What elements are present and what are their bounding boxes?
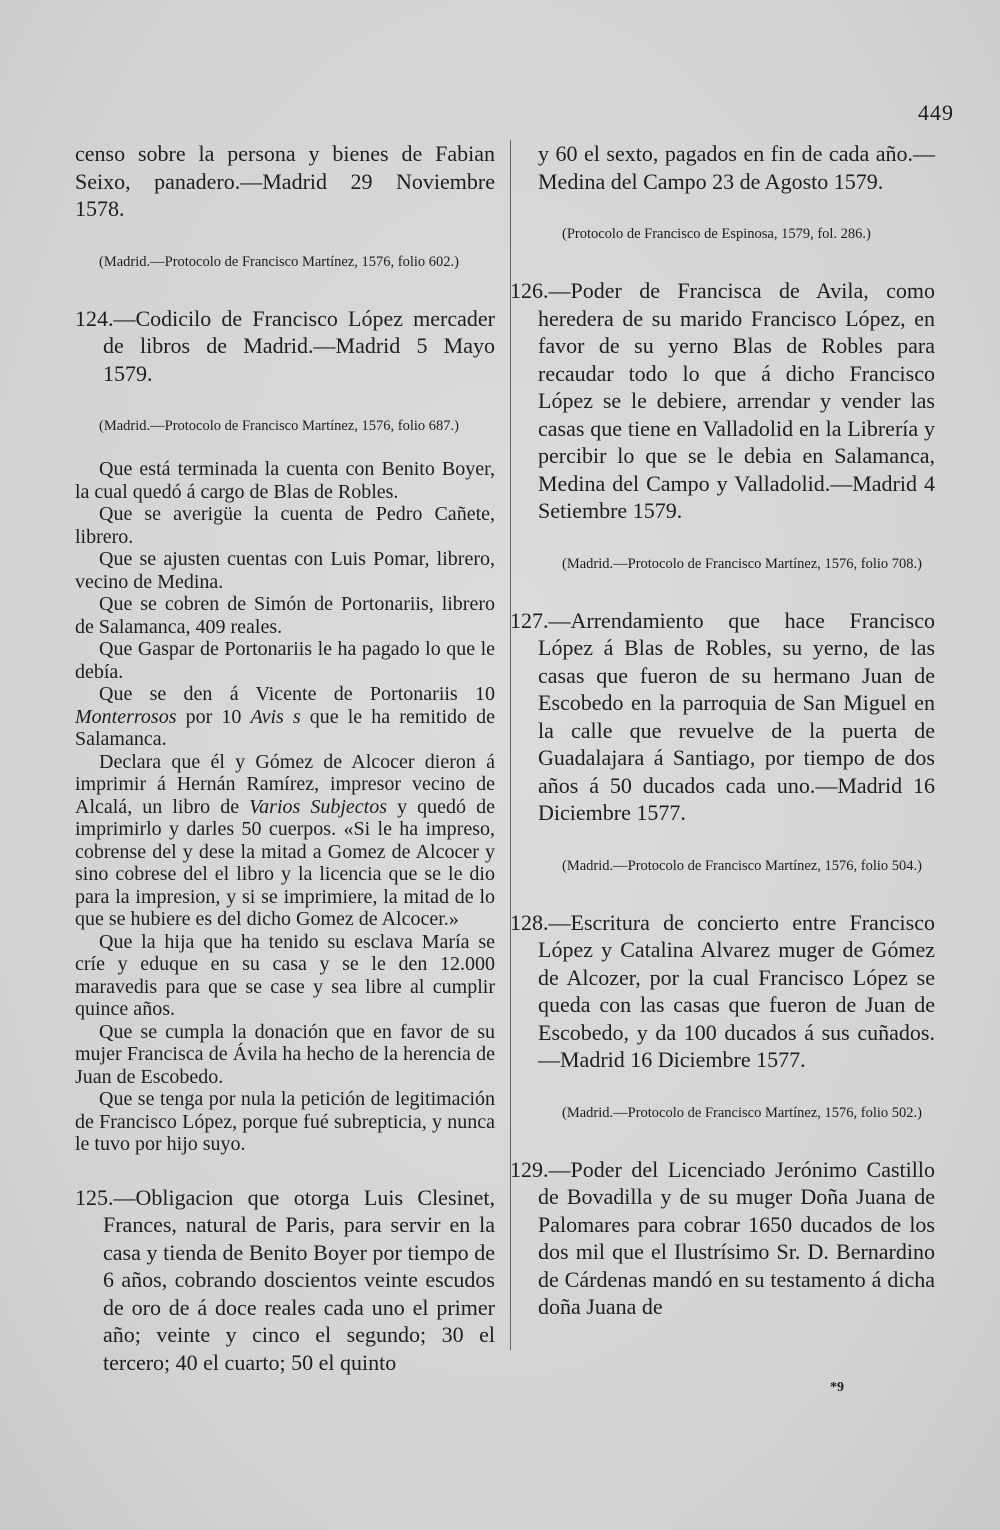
- entry-124-citation: (Madrid.—Protocolo de Francisco Martínez, 1576, folio 687.): [99, 418, 460, 434]
- continuation-text: censo sobre la persona y bienes de Fabian Seixo, panadero.—Madrid 29 Noviembre 1578.: [75, 141, 495, 221]
- continuation-citation: (Protocolo de Francisco de Espinosa, 1579, fol. 286.): [562, 226, 871, 242]
- clause-text: Declara que él y Gómez de Alcocer dieron á imprimir á Hernán Ramírez, impresor vecino de Alcalá, un libro de: [75, 750, 495, 818]
- clause-item: Que se ajusten cuentas con Luis Pomar, librero, vecino de Medina.: [75, 548, 495, 593]
- entry-124-clauses: [75, 458, 495, 1156]
- page-number: 449: [918, 100, 954, 125]
- continuation-citation: (Madrid.—Protocolo de Francisco Martínez, 1576, folio 602.): [99, 253, 460, 270]
- clause-text: por 10: [176, 705, 251, 728]
- right-column: [510, 140, 935, 1321]
- entry-126-citation: (Madrid.—Protocolo de Francisco Martínez, 1576, folio 708.): [562, 555, 923, 572]
- book-title-italic: Avis s: [250, 705, 301, 728]
- entry-125-heading: 125.—Obligacion que otorga Luis Clesinet, Frances, natural de Paris, para servir en la casa y tienda de Benito Boyer por tiempo de 6 años, cobrando doscientos veinte escudos de oro de á doce reales cada uno el primer año; veinte y cinco el segundo; 30 el tercero; 40 el cuarto; 50 el quinto: [75, 1184, 495, 1375]
- entry-127-heading: 127.—Arrendamiento que hace Francisco López á Blas de Robles, su yerno, de las casas que fueron de su hermano Juan de Escobedo en la parroquia de San Miguel en la calle que revuelve de la puerta de Guadalajara á Santiago, por tiempo de dos años á 50 ducados cada uno.—Madrid 16 Diciembre 1577.: [510, 607, 935, 825]
- entry-128-citation: (Madrid.—Protocolo de Francisco Martínez, 1576, folio 502.): [562, 1104, 923, 1121]
- clause-item-declara: [75, 751, 495, 931]
- clause-item: Que se cobren de Simón de Portonariis, librero de Salamanca, 409 reales.: [75, 593, 495, 638]
- clause-item: Que se averigüe la cuenta de Pedro Cañete, librero.: [75, 503, 495, 548]
- entry-127-citation: (Madrid.—Protocolo de Francisco Martínez, 1576, folio 504.): [562, 857, 923, 874]
- clause-item: Que se tenga por nula la petición de legitimación de Francisco López, porque fué subrepticia, y nunca le tuvo por hijo suyo.: [75, 1088, 495, 1155]
- printer-signature-mark: *9: [830, 1380, 844, 1395]
- left-column: [75, 140, 495, 1376]
- entry-126-heading: 126.—Poder de Francisca de Avila, como heredera de su marido Francisco López, en favor de su yerno Blas de Robles para recaudar todo lo que á dicho Francisco López se le debiere, arrendar y vender las casas que tiene en Valladolid en la Librería y percibir lo que se le debia en Salamanca, Medina del Campo y Valladolid.—Madrid 4 Setiembre 1579.: [510, 278, 935, 523]
- clause-text: Que se den á Vicente de Portonariis 10: [99, 683, 495, 705]
- entry-128-heading: 128.—Escritura de concierto entre Francisco López y Catalina Alvarez muger de Gómez de Alcozer, por la cual Francisco López se queda con las casas que fueron de Juan de Escobedo, y da 100 ducados á sus cuñados.—Madrid 16 Diciembre 1577.: [510, 909, 935, 1072]
- entry-124-heading: 124.—Codicilo de Francisco López mercader de libros de Madrid.—Madrid 5 Mayo 1579.: [75, 305, 495, 386]
- book-title-italic: Varios Subjectos: [249, 795, 388, 818]
- clause-item-vicente: [75, 683, 495, 751]
- clause-item: Que la hija que ha tenido su esclava María se críe y eduque en su casa y se le den 12.000 maravedis para que se case y sea libre al cumplir quince años.: [75, 930, 495, 1020]
- book-title-italic: Monterrosos: [75, 705, 177, 728]
- clause-item: Que está terminada la cuenta con Benito Boyer, la cual quedó á cargo de Blas de Robles.: [75, 458, 495, 503]
- clause-item: Que Gaspar de Portonariis le ha pagado lo que le debía.: [75, 638, 495, 683]
- clause-item: Que se cumpla la donación que en favor de su mujer Francisca de Ávila ha hecho de la herencia de Juan de Escobedo.: [75, 1020, 495, 1088]
- clause-text: que le ha remitido de Salamanca.: [75, 705, 495, 750]
- clause-text: y quedó de imprimirlo y darles 50 cuerpos. «Si le ha impreso, cobrense del y dese la mitad a Gomez de Alcocer y sino cobrese del el libro y la licencia que se le dio para la impresion, y si se imprimiere, la mitad de lo que se hubiere es del dicho Gomez de Alcocer.»: [75, 795, 495, 930]
- entry-129-heading: 129.—Poder del Licenciado Jerónimo Castillo de Bovadilla y de su muger Doña Juana de Palomares para cobrar 1650 ducados de los dos mil que el Ilustrísimo Sr. D. Bernardino de Cárdenas mandó en su testamento á dicha doña Juana de: [510, 1156, 935, 1319]
- continuation-text: y 60 el sexto, pagados en fin de cada año.—Medina del Campo 23 de Agosto 1579.: [538, 141, 935, 194]
